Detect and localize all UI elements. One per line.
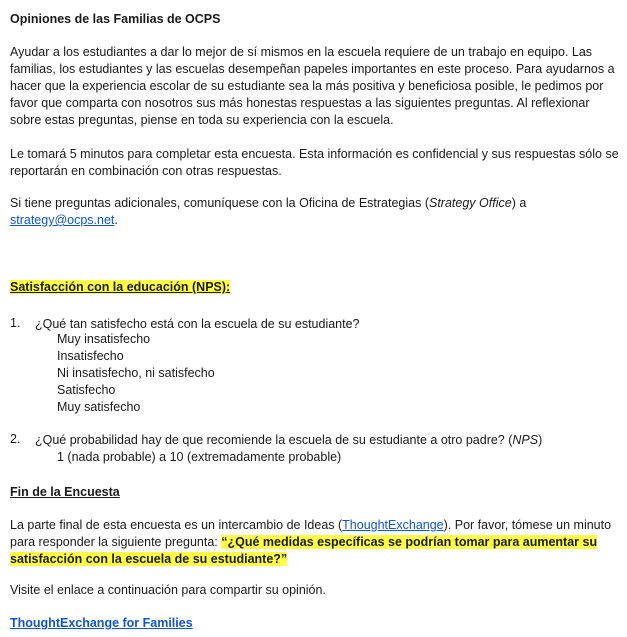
end-heading-text: Fin de la Encuesta bbox=[10, 485, 120, 499]
question-2-scale: 1 (nada probable) a 10 (extremadamente probable) bbox=[57, 450, 342, 464]
option-insatisfecho: Insatisfecho bbox=[57, 349, 124, 363]
page-title: Opiniones de las Familias de OCPS bbox=[10, 12, 221, 26]
question-2-number: 2. bbox=[10, 432, 21, 446]
question-1-text: ¿Qué tan satisfecho está con la escuela de su estudiante? bbox=[35, 317, 360, 331]
question-2-text bbox=[35, 432, 542, 449]
option-neutral: Ni insatisfecho, ni satisfecho bbox=[57, 366, 215, 380]
option-muy-satisfecho: Muy satisfecho bbox=[57, 400, 141, 414]
nps-heading-text: Satisfacción con la educación (NPS): bbox=[10, 280, 231, 294]
final-paragraph bbox=[10, 517, 620, 568]
intro-paragraph: Ayudar a los estudiantes a dar lo mejor de sí mismos en la escuela requiere de un trabajo en equipo. Las familias, los estudiantes y las escuelas desempeñan papeles importantes en este proceso. Para ayudarnos a hacer que la experiencia escolar de su estudiante sea la más positiva y beneficiosa posible, le pedimos por favor que comparta con nosotros sus más honestas respuestas a las siguientes preguntas. Al reflexionar sobre estas preguntas, piense en toda su experiencia con la escuela. bbox=[10, 45, 615, 127]
option-muy-insatisfecho: Muy insatisfecho bbox=[57, 332, 151, 346]
final-text-1: La parte final de esta encuesta es un intercambio de Ideas ( bbox=[10, 518, 343, 532]
final-question: “¿Qué medidas específicas se podrían tomar para aumentar su satisfacción con la escuela de su estudiante?” bbox=[10, 535, 598, 566]
final-text-2: ). Por favor, tómese un minuto para responder la siguiente pregunta: bbox=[10, 518, 612, 549]
email-end: . bbox=[114, 213, 118, 227]
thoughtexchange-families-link[interactable]: ThoughtExchange for Families bbox=[10, 616, 193, 630]
visit-paragraph: Visite el enlace a continuación para compartir su opinión. bbox=[10, 583, 326, 597]
families-link-line bbox=[10, 615, 620, 632]
time-note-paragraph: Le tomará 5 minutos para completar esta encuesta. Esta información es confidencial y sus respuestas sólo se reportarán en combinación con otras respuestas. bbox=[10, 147, 619, 178]
contact-suffix: ) a bbox=[511, 196, 527, 210]
thoughtexchange-link[interactable]: ThoughtExchange bbox=[342, 518, 444, 532]
question-1-number: 1. bbox=[10, 316, 21, 330]
office-name-en: Strategy Office bbox=[429, 196, 512, 210]
contact-paragraph bbox=[10, 195, 620, 229]
question-2-close: ) bbox=[538, 433, 543, 447]
question-2-tag: NPS bbox=[512, 433, 539, 447]
question-2-body: ¿Qué probabilidad hay de que recomiende la escuela de su estudiante a otro padre? ( bbox=[35, 433, 513, 447]
email-link[interactable]: strategy@ocps.net bbox=[10, 213, 115, 227]
contact-prefix: Si tiene preguntas adicionales, comuníquese con la Oficina de Estrategias ( bbox=[10, 196, 429, 210]
option-satisfecho: Satisfecho bbox=[57, 383, 116, 397]
nps-section-heading bbox=[10, 279, 620, 296]
end-section-heading bbox=[10, 484, 620, 501]
